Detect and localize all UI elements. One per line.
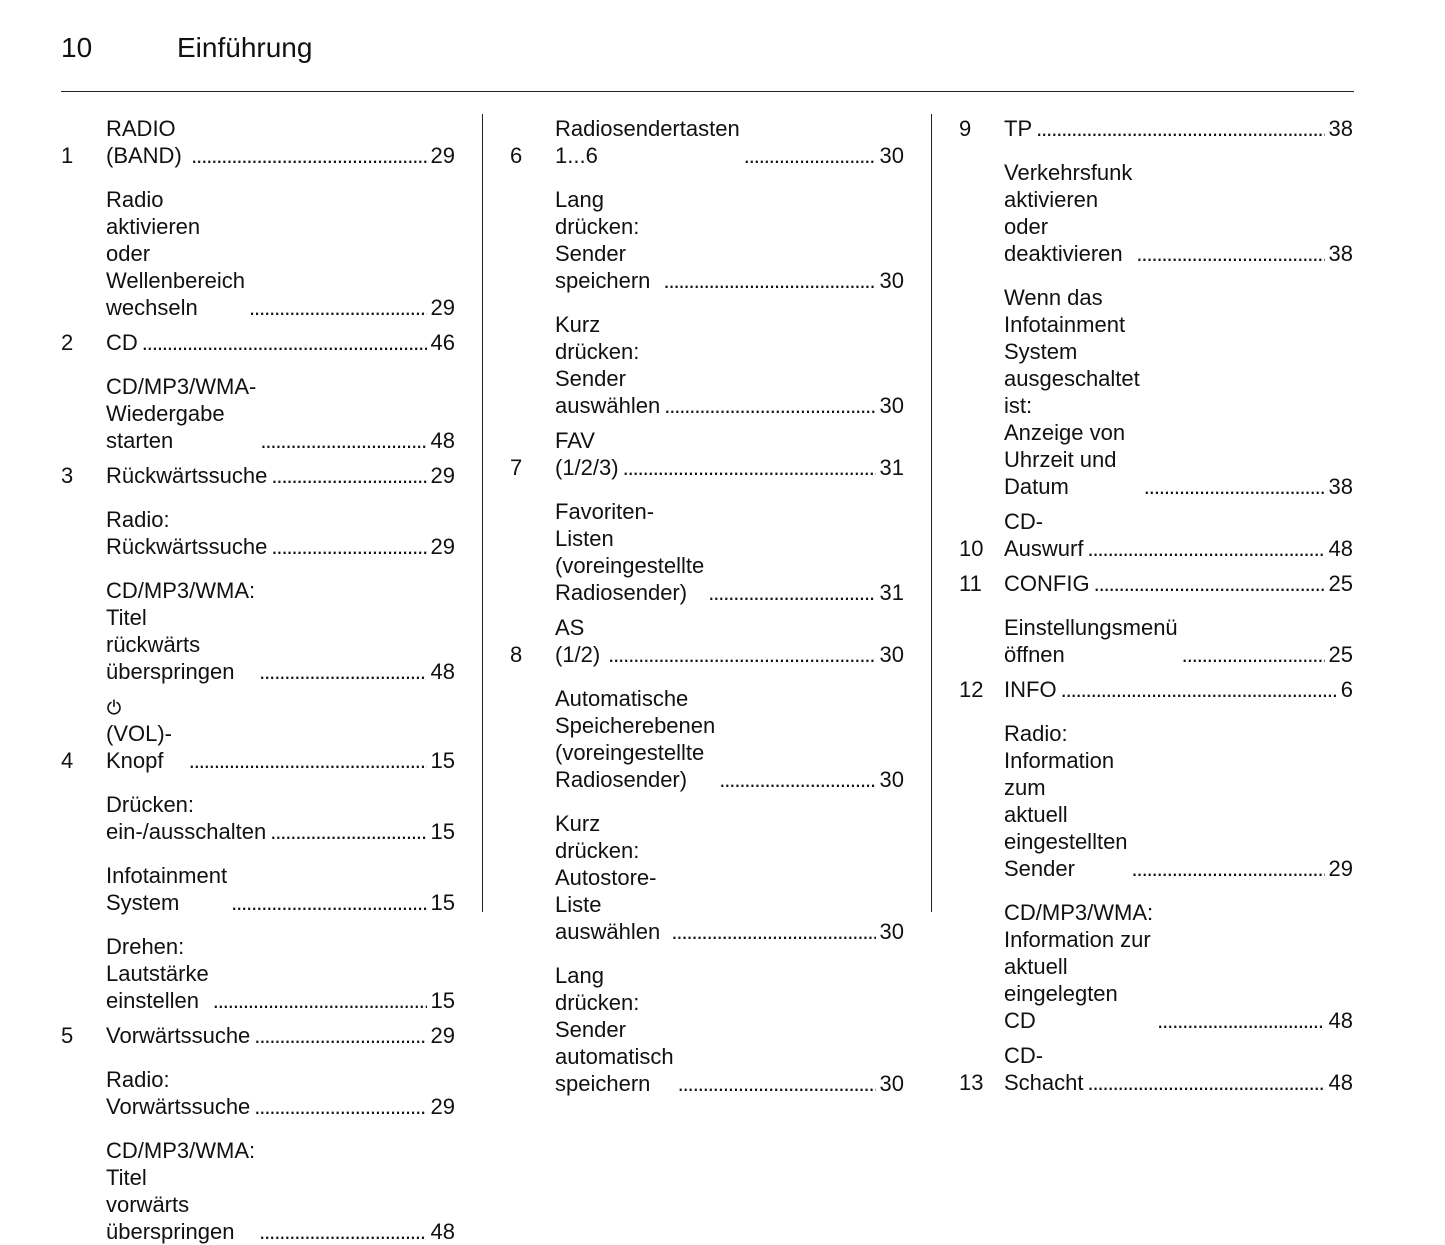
entry-label: [106, 693, 185, 774]
index-entry: [61, 329, 455, 356]
index-entry: [959, 676, 1353, 703]
index-subentry: [510, 962, 904, 1097]
dot-leader: [663, 267, 875, 294]
entry-label: CD/MP3/WMA: Titel vorwärts überspringen: [106, 1138, 256, 1244]
index-column-2: [510, 115, 904, 1097]
dot-leader: [1094, 570, 1325, 597]
entry-label: Radio: Vorwärtssuche: [106, 1067, 251, 1119]
entry-label-text: (VOL)-Knopf: [106, 721, 172, 773]
entry-page-ref: 29: [430, 143, 455, 168]
entry-page-ref: 48: [1328, 536, 1353, 561]
index-subentry: [61, 577, 455, 685]
page-number: 10: [61, 32, 93, 63]
entry-label: CD: [106, 330, 138, 355]
dot-leader: [270, 818, 426, 845]
entry-page-ref: 31: [879, 580, 904, 605]
entry-page-ref: 48: [430, 428, 455, 453]
entry-label: TP: [1004, 116, 1033, 141]
entry-page-ref: 38: [1328, 116, 1353, 141]
dot-leader: [213, 987, 427, 1014]
entry-label: INFO: [1004, 677, 1057, 702]
entry-number: 12: [959, 677, 984, 702]
entry-page-ref: 30: [879, 919, 904, 944]
index-entry: [959, 570, 1353, 597]
entry-number: 8: [510, 642, 523, 667]
entry-page-ref: 29: [430, 295, 455, 320]
entry-page-ref: 46: [430, 330, 455, 355]
entry-page-ref: 38: [1328, 241, 1353, 266]
entry-page-ref: 29: [1328, 856, 1353, 881]
dot-leader: [719, 766, 875, 793]
index-subentry: [61, 862, 455, 916]
entry-label: Radiosendertasten 1...6: [555, 116, 740, 168]
entry-page-ref: 30: [879, 642, 904, 667]
entry-label: CONFIG: [1004, 571, 1090, 596]
index-subentry: [510, 311, 904, 419]
entry-label: Kurz drücken: Sender auswählen: [555, 312, 661, 418]
index-subentry: [61, 506, 455, 560]
index-entry: [959, 508, 1353, 562]
dot-leader: [189, 747, 427, 774]
index-entry: [61, 693, 455, 774]
entry-page-ref: 31: [879, 455, 904, 480]
entry-page-ref: 48: [430, 659, 455, 684]
chapter-title: Einführung: [177, 32, 313, 63]
dot-leader: [708, 579, 875, 606]
entry-number: 13: [959, 1070, 984, 1095]
entry-page-ref: 30: [879, 393, 904, 418]
index-subentry: [510, 685, 904, 793]
index-subentry: [510, 810, 904, 945]
index-subentry: [61, 1137, 455, 1245]
entry-number: 9: [959, 116, 972, 141]
entry-label: Radio: Information zum aktuell eingestellten Sender: [1004, 721, 1128, 881]
entry-label: Favoriten-Listen (voreingestellte Radiosender): [555, 499, 705, 605]
entry-number: 6: [510, 143, 523, 168]
index-entry: [959, 1042, 1353, 1096]
index-subentry: [510, 186, 904, 294]
column-divider: [931, 114, 932, 912]
entry-label: Vorwärtssuche: [106, 1023, 251, 1048]
entry-label: Kurz drücken: Autostore- Liste auswählen: [555, 811, 661, 944]
entry-label: Einstellungsmenü öffnen: [1004, 615, 1178, 667]
index-subentry: [61, 186, 455, 321]
entry-label: CD-Auswurf: [1004, 509, 1084, 561]
dot-leader: [260, 427, 426, 454]
index-entry: [959, 115, 1353, 142]
entry-page-ref: 48: [1328, 1070, 1353, 1095]
index-entry: [510, 427, 904, 481]
index-entry: [510, 614, 904, 668]
entry-number: 11: [959, 571, 982, 596]
entry-number: 7: [510, 455, 523, 480]
dot-leader: [254, 1022, 426, 1049]
entry-number: 1: [61, 143, 74, 168]
index-subentry: [959, 284, 1353, 500]
entry-number: 5: [61, 1023, 74, 1048]
dot-leader: [1036, 115, 1324, 142]
dot-leader: [249, 294, 427, 321]
dot-leader: [231, 889, 426, 916]
entry-label: CD/MP3/WMA: Titel rückwärts überspringen: [106, 578, 256, 684]
entry-label: RADIO (BAND): [106, 116, 182, 168]
dot-leader: [1136, 240, 1324, 267]
entry-label: Lang drücken: Sender speichern: [555, 187, 651, 293]
entry-label: Automatische Speicherebenen (voreingestellte Radiosender): [555, 686, 716, 792]
entry-label: CD/MP3/WMA- Wiedergabe starten: [106, 374, 257, 453]
entry-page-ref: 25: [1328, 571, 1353, 596]
index-subentry: [959, 614, 1353, 668]
index-entry: [510, 115, 904, 169]
index-column-3: [959, 115, 1353, 1096]
entry-label: Infotainment System: [106, 863, 228, 915]
dot-leader: [1182, 641, 1325, 668]
entry-page-ref: 30: [879, 1071, 904, 1096]
entry-page-ref: 29: [430, 534, 455, 559]
dot-leader: [1087, 1069, 1324, 1096]
entry-page-ref: 15: [430, 890, 455, 915]
entry-page-ref: 15: [430, 819, 455, 844]
index-subentry: [959, 899, 1353, 1034]
index-subentry: [61, 933, 455, 1014]
dot-leader: [142, 329, 427, 356]
dot-leader: [254, 1093, 426, 1120]
entry-page-ref: 15: [430, 988, 455, 1013]
dot-leader: [191, 142, 426, 169]
entry-label: Wenn das Infotainment System ausgeschaltet ist: Anzeige von Uhrzeit und Datum: [1004, 285, 1140, 499]
dot-leader: [678, 1070, 876, 1097]
index-subentry: [61, 791, 455, 845]
index-entry: [61, 115, 455, 169]
entry-label: Drehen: Lautstärke einstellen: [106, 934, 209, 1013]
entry-page-ref: 30: [879, 143, 904, 168]
dot-leader: [1132, 855, 1325, 882]
dot-leader: [1061, 676, 1337, 703]
entry-page-ref: 6: [1340, 677, 1353, 702]
entry-label: CD-Schacht: [1004, 1043, 1084, 1095]
index-subentry: [61, 373, 455, 454]
entry-label: Verkehrsfunk aktivieren oder deaktivieren: [1004, 160, 1133, 266]
entry-label: CD/MP3/WMA: Information zur aktuell eingelegten CD: [1004, 900, 1154, 1033]
dot-leader: [271, 533, 426, 560]
entry-label: AS (1/2): [555, 615, 601, 667]
dot-leader: [671, 918, 875, 945]
entry-page-ref: 30: [879, 268, 904, 293]
entry-label: Radio: Rückwärtssuche: [106, 507, 268, 559]
entry-page-ref: 38: [1328, 474, 1353, 499]
entry-page-ref: 48: [1328, 1008, 1353, 1033]
power-icon: [106, 694, 122, 710]
entry-number: 4: [61, 748, 74, 773]
dot-leader: [744, 142, 876, 169]
entry-number: 2: [61, 330, 74, 355]
entry-label: Radio aktivieren oder Wellenbereich wechseln: [106, 187, 246, 320]
index-subentry: [959, 720, 1353, 882]
entry-page-ref: 48: [430, 1219, 455, 1244]
entry-label: FAV (1/2/3): [555, 428, 619, 480]
index-subentry: [510, 498, 904, 606]
entry-label: Drücken: ein-/ausschalten: [106, 792, 267, 844]
entry-page-ref: 29: [430, 1094, 455, 1119]
entry-page-ref: 29: [430, 463, 455, 488]
dot-leader: [259, 1218, 426, 1245]
header-divider: [61, 91, 1354, 92]
entry-page-ref: 25: [1328, 642, 1353, 667]
dot-leader: [1087, 535, 1324, 562]
index-subentry: [61, 1066, 455, 1120]
column-divider: [482, 114, 483, 912]
entry-label: Rückwärtssuche: [106, 463, 268, 488]
dot-leader: [1157, 1007, 1324, 1034]
entry-page-ref: 30: [879, 767, 904, 792]
dot-leader: [1144, 473, 1325, 500]
entry-number: 10: [959, 536, 984, 561]
index-subentry: [959, 159, 1353, 267]
dot-leader: [623, 454, 876, 481]
index-entry: [61, 462, 455, 489]
dot-leader: [271, 462, 426, 489]
page-header: [61, 28, 1354, 68]
entry-number: 3: [61, 463, 74, 488]
index-entry: [61, 1022, 455, 1049]
index-column-1: [61, 115, 455, 1245]
entry-label: Lang drücken: Sender automatisch speichern: [555, 963, 674, 1096]
entry-page-ref: 29: [430, 1023, 455, 1048]
dot-leader: [259, 658, 426, 685]
dot-leader: [664, 392, 875, 419]
entry-page-ref: 15: [430, 748, 455, 773]
dot-leader: [608, 641, 875, 668]
